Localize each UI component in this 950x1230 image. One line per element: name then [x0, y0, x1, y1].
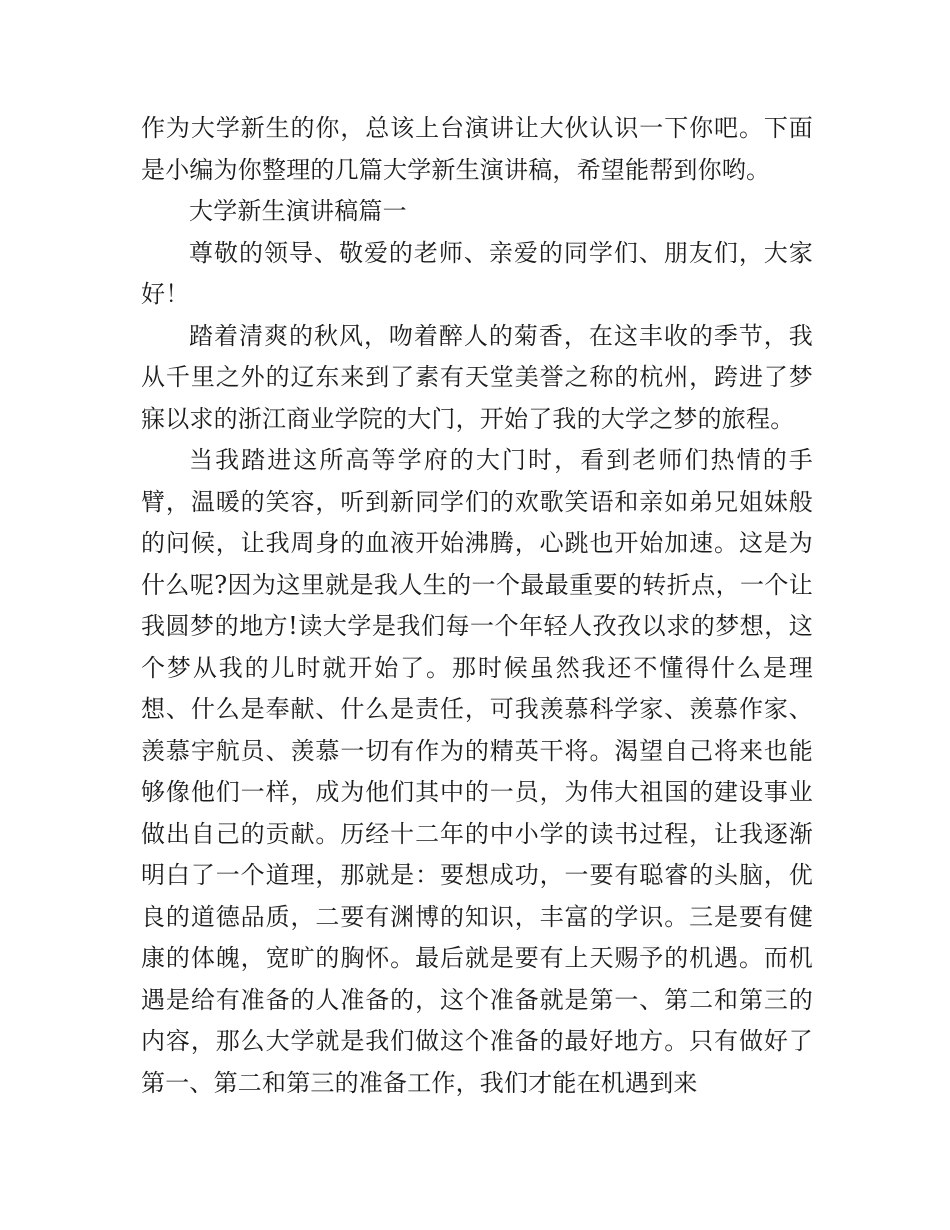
- section-heading: 大学新生演讲稿篇一: [189, 197, 407, 225]
- intro-paragraph: 作为大学新生的你，总该上台演讲让大伙认识一下你吧。下面是小编为你整理的几篇大学新生演讲稿，希望能帮到你哟。: [141, 114, 813, 184]
- body-paragraph-1: 踏着清爽的秋风，吻着醉人的菊香，在这丰收的季节，我从千里之外的辽东来到了素有天堂美誉之称的杭州，跨进了梦寐以求的浙江商业学院的大门，开始了我的大学之梦的旅程。: [141, 321, 813, 433]
- document-body: [141, 108, 813, 1104]
- body-paragraph-2: 当我踏进这所高等学府的大门时，看到老师们热情的手臂，温暖的笑容，听到新同学们的欢歌笑语和亲如弟兄姐妹般的问候，让我周身的血液开始沸腾，心跳也开始加速。这是为什么呢?因为这里就是我人生的一个最最重要的转折点，一个让我圆梦的地方!读大学是我们每一个年轻人孜孜以求的梦想，这个梦从我的儿时就开始了。那时候虽然我还不懂得什么是理想、什么是奉献、什么是责任，可我羡慕科学家、羡慕作家、羡慕宇航员、羡慕一切有作为的精英干将。渴望自己将来也能够像他们一样，成为他们其中的一员，为伟大祖国的建设事业做出自己的贡献。历经十二年的中小学的读书过程，让我逐渐明白了一个道理，那就是：要想成功，一要有聪睿的头脑，优良的道德品质，二要有渊博的知识，丰富的学识。三是要有健康的体魄，宽旷的胸怀。最后就是要有上天赐予的机遇。而机遇是给有准备的人准备的，这个准备就是第一、第二和第三的内容，那么大学就是我们做这个准备的最好地方。只有做好了第一、第二和第三的准备工作，我们才能在机遇到来: [141, 446, 813, 1097]
- greeting-paragraph: 尊敬的领导、敬爱的老师、亲爱的同学们、朋友们，大家好！: [141, 238, 813, 308]
